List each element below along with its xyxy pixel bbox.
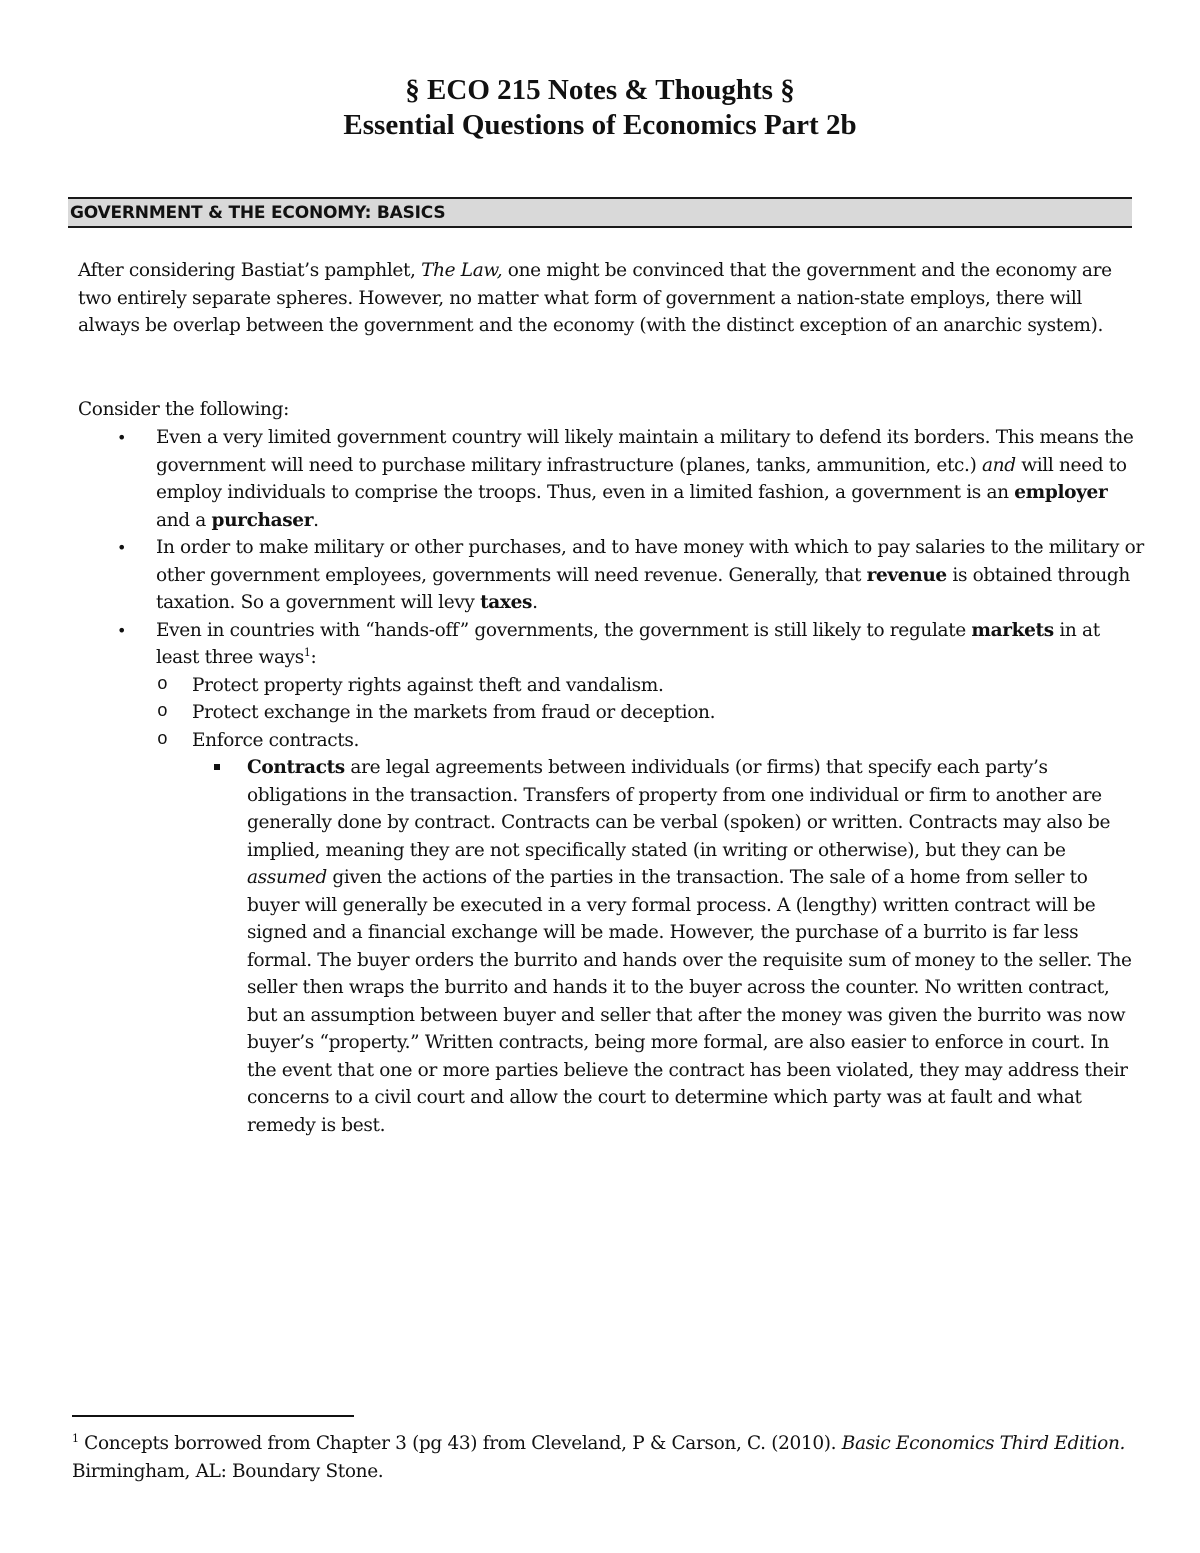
bullet-text: : (310, 647, 317, 668)
contracts-definition (0, 754, 1137, 1139)
intro-text: After considering Bastiat’s pamphlet, (78, 260, 422, 281)
term-markets: markets (971, 619, 1054, 641)
pamphlet-title: The Law, (421, 260, 503, 281)
footnote-separator (72, 1415, 354, 1417)
bullet-icon: • (117, 538, 127, 557)
emphasis-assumed: assumed (247, 867, 327, 888)
sub-bullet-icon: o (157, 729, 168, 750)
footnote-number: 1 (72, 1432, 79, 1445)
section-header-bar (68, 197, 1132, 228)
bullet-text: . (313, 509, 319, 531)
term-employer: employer (1014, 482, 1108, 503)
consider-label: Consider the following: (78, 399, 289, 420)
bullet-list (0, 424, 1200, 1139)
sub-bullet-text: Protect exchange in the markets from fraud or deception. (192, 702, 716, 723)
footnote-reference[interactable]: 1 (303, 646, 311, 659)
bullet-item-markets (0, 617, 1146, 672)
bullet-text: will need to employ individuals to comprise the troops. Thus, even in a limited fashion, a government is an (156, 454, 1127, 503)
sub-bullet-icon: o (157, 702, 168, 722)
bullet-text: is obtained through taxation. So a government will levy (156, 564, 1130, 613)
document-subtitle: Essential Questions of Economics Part 2b (343, 109, 857, 141)
sub-bullet-text: Enforce contracts. (192, 729, 360, 751)
term-taxes: taxes (480, 592, 533, 613)
term-purchaser: purchaser (211, 509, 314, 531)
bullet-text: and a (156, 509, 212, 531)
emphasis-and: and (981, 454, 1016, 476)
footnote-text-cont: Birmingham, AL: Boundary Stone. (72, 1460, 384, 1482)
sub-bullet-property (0, 672, 1152, 700)
document-title: § ECO 215 Notes & Thoughts § (405, 74, 795, 106)
bullet-icon: • (117, 428, 127, 447)
square-bullet-icon (214, 764, 220, 770)
bullet-item-military (0, 424, 1146, 534)
footnote-text: Concepts borrowed from Chapter 3 (pg 43) from Cleveland, P & Carson, C. (2010). (78, 1433, 842, 1454)
section-heading: GOVERNMENT & THE ECONOMY: BASICS (70, 203, 446, 223)
sub-bullet-text: Protect property rights against theft and vandalism. (192, 674, 664, 696)
term-contracts: Contracts (247, 757, 345, 778)
intro-paragraph (78, 257, 1138, 340)
footnote (72, 1430, 1132, 1485)
contracts-text: are legal agreements between individuals (or firms) that specify each party’s obligations in the transaction. Transfers of property from one individual or firm to another are generally done by contract. Contracts can be verbal (spoken) or written. Contracts may also be implied, meaning they are not specifically stated (in writing or otherwise), but they can be (247, 757, 1111, 861)
contracts-text-cont: given the actions of the parties in the transaction. The sale of a home from seller to buyer will generally be executed in a very formal process. A (lengthy) written contract will be signed and a financial exchange will be made. However, the purchase of a burrito is far less formal. The buyer orders the burrito and hands over the requisite sum of money to the seller. The seller then wraps the burrito and hands it to the buyer across the counter. No written contract, but an assumption between buyer and seller that after the money was given the burrito was now buyer’s “property.” Written contracts, being more formal, are also easier to enforce in court. In the event that one or more parties believe the contract has been violated, they may address their concerns to a civil court and allow the court to determine which party was at fault and what remedy is best. (247, 867, 1132, 1136)
sub-bullet-exchange (0, 699, 1152, 727)
sub-bullet-icon: o (157, 674, 168, 695)
footnote-book-title: Basic Economics Third Edition. (841, 1433, 1126, 1454)
bullet-text: in at least three ways (156, 619, 1100, 668)
bullet-text: Even a very limited government country will likely maintain a military to defend its borders. This means the government will need to purchase military infrastructure (planes, tanks, ammunition, etc.) (156, 427, 1134, 476)
bullet-text: In order to make military or other purchases, and to have money with which to pay salaries to the military or other government employees, governments will need revenue. Generally, that (156, 537, 1144, 586)
bullet-text: Even in countries with “hands-off” governments, the government is still likely to regulate (156, 619, 972, 641)
bullet-text: . (532, 592, 538, 613)
term-revenue: revenue (866, 564, 947, 586)
bullet-item-revenue (0, 534, 1146, 617)
intro-text-cont: one might be convinced that the government and the economy are two entirely separate spheres. However, no matter what form of government a nation-state employs, there will always be overlap between the government and the economy (with the distinct exception of an anarchic system). (78, 260, 1112, 336)
sub-bullet-contracts (0, 727, 1152, 755)
bullet-icon: • (117, 620, 127, 640)
